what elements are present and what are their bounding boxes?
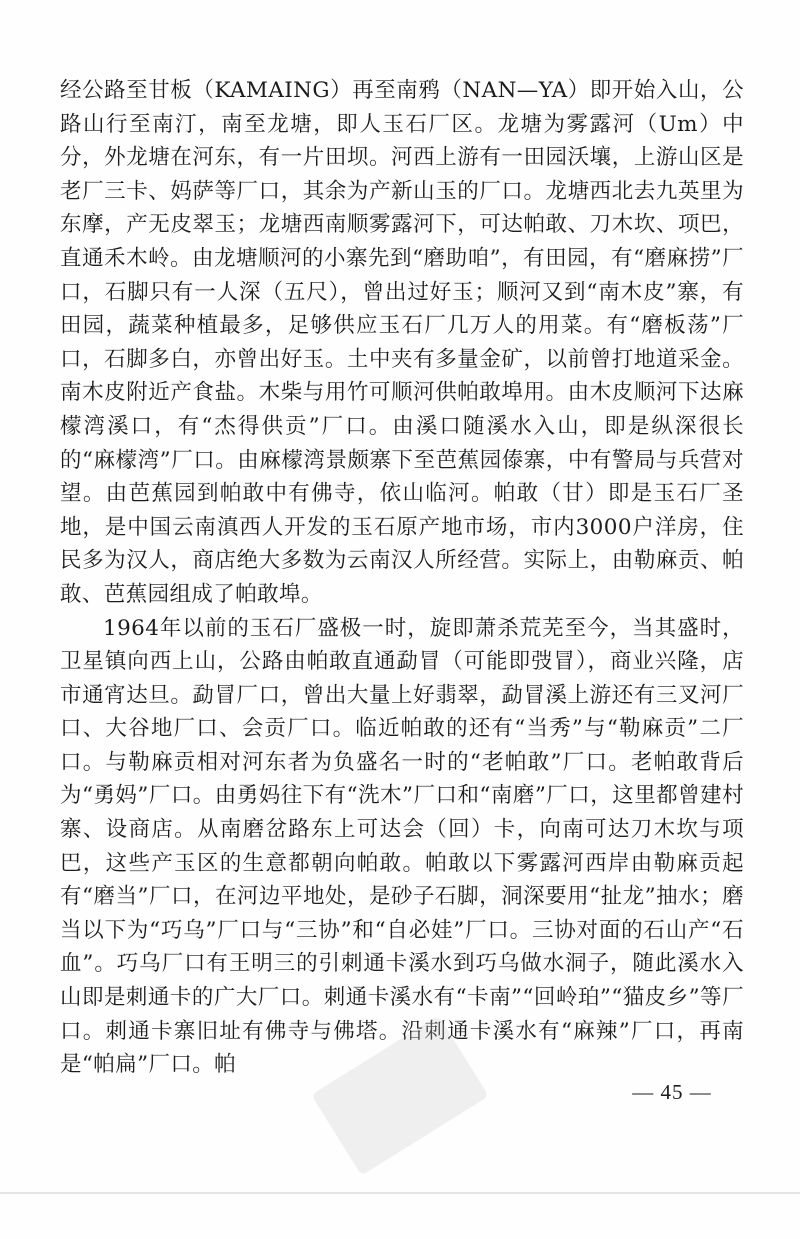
- body-text: [60, 74, 744, 1082]
- page-number: — 45 —: [632, 1080, 712, 1104]
- paragraph-2: 1964年以前的玉石厂盛极一时，旋即萧杀荒芜至今，当其盛时，卫星镇向西上山，公路由帕敢直通勐冒（可能即弢冒），商业兴隆，店市通宵达旦。勐冒厂口，曾出大量上好翡翠，勐冒溪上游还有三叉河厂口、大谷地厂口、会贡厂口。临近帕敢的还有“当秀”与“勒麻贡”二厂口。与勒麻贡相对河东者为负盛名一时的“老帕敢”厂口。老帕敢背后为“勇妈”厂口。由勇妈往下有“洗木”厂口和“南磨”厂口，这里都曾建村寨、设商店。从南磨岔路东上可达会（回）卡，向南可达刀木坎与项巴，这些产玉区的生意都朝向帕敢。帕敢以下雾露河西岸由勒麻贡起有“磨当”厂口，在河边平地处，是砂子石脚，洞深要用“扯龙”抽水；磨当以下为“巧乌”厂口与“三协”和“自必娃”厂口。三协对面的石山产“石血”。巧乌厂口有王明三的引刺通卡溪水到巧乌做水洞子，随此溪水入山即是刺通卡的广大厂口。刺通卡溪水有“卡南”“回岭珀”“猫皮乡”等厂口。刺通卡寨旧址有佛寺与佛塔。沿刺通卡溪水有“麻辣”厂口，再南是“帕扁”厂口。帕: [60, 615, 744, 1078]
- page-bottom-edge: [0, 1192, 800, 1194]
- paragraph-1: 经公路至甘板（KAMAING）再至南鸦（NAN—YA）即开始入山，公路山行至南汀，南至龙塘，即人玉石厂区。龙塘为雾露河（Um）中分，外龙塘在河东，有一片田坝。河西上游有一田园沃壤，上游山区是老厂三卡、妈萨等厂口，其余为产新山玉的厂口。龙塘西北去九英里为东摩，产无皮翠玉；龙塘西南顺雾露河下，可达帕敢、刀木坎、项巴，直通禾木岭。由龙塘顺河的小寨先到“磨助咱”，有田园，有“磨麻捞”厂口，石脚只有一人深（五尺），曾出过好玉；顺河又到“南木皮”寨，有田园，蔬菜种植最多，足够供应玉石厂几万人的用菜。有“磨板荡”厂口，石脚多白，亦曾出好玉。土中夹有多量金矿，以前曾打地道采金。南木皮附近产食盐。木柴与用竹可顺河供帕敢埠用。由木皮顺河下达麻檬湾溪口，有“杰得供贡”厂口。由溪口随溪水入山，即是纵深很长的“麻檬湾”厂口。由麻檬湾景颇寨下至芭蕉园傣寨，中有警局与兵营对望。由芭蕉园到帕敢中有佛寺，依山临河。帕敢（甘）即是玉石厂圣地，是中国云南滇西人开发的玉石原产地市场，市内3000户洋房，住民多为汉人，商店绝大多数为云南汉人所经营。实际上，由勒麻贡、帕敢、芭蕉园组成了帕敢埠。: [60, 78, 744, 607]
